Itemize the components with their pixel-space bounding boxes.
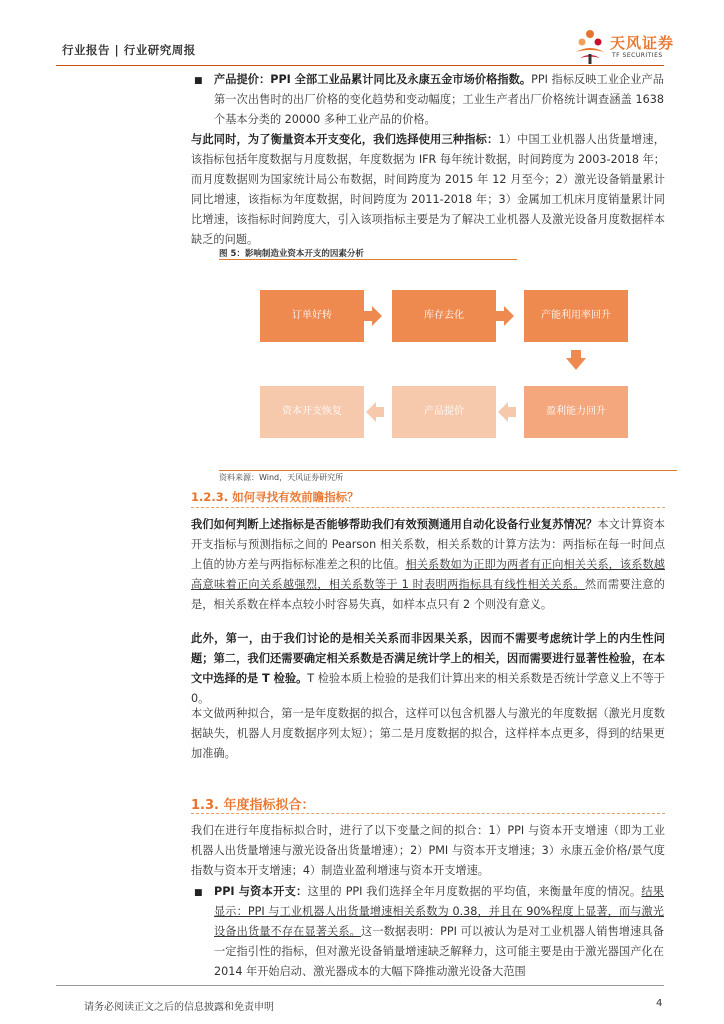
page-number: 4 [656,998,663,1009]
flow-box-capacity: 产能利用率回升 [524,290,628,342]
logo-chinese-name: 天风证券 [610,34,675,52]
footer-divider [56,985,664,986]
logo-english-name: TF SECURITIES [612,52,663,59]
capex-indicators-bold: 与此同时，为了衡量资本开支变化，我们选择使用三种指标： [191,133,499,146]
arrow-left-1-icon [498,402,516,422]
fitting-paragraph: 本文做两种拟合，第一是年度数据的拟合，这样可以包含机器人与激光的年度数据（激光月度数据缺失，机器人月度数据序列太短）；第二是月度数据的拟合，这样样本点更多，得到的结果更加准确。 [191,707,665,760]
ppi-capex-bullet [214,882,664,982]
arrow-right-1-icon [364,306,382,326]
t-test-paragraph [191,629,665,709]
arrow-right-2-icon [496,306,514,326]
pearson-positive-underline: 相关系数如为正即为两者有正向相关关系，该系数越高意味着正向关系越强烈，相关系数等于 1 时表明两指标具有线性相关关系。 [191,558,665,591]
pearson-caution-text: 然而需要注意的是，相关系数在样本点较小时容易失真，如样本点只有 2 个则没有意义。 [191,578,665,611]
flow-arrows [0,0,724,480]
ppi-capex-bold: PPI 与资本开支： [214,885,308,898]
figure-title: 图 5：影响制造业资本开支的因素分析 [219,249,364,259]
annual-fit-paragraph: 我们在进行年度指标拟合时，进行了以下变量之间的拟合：1）PPI 与资本开支增速（即为工业机器人出货量增速与激光设备出货量增速）；2）PMI 与资本开支增速；3）永康五金价格/景气度指数与资本开支增速；4）制造业盈利增速与资本开支增速。 [191,824,665,877]
flow-box-capex: 资本开支恢复 [260,386,364,438]
t-test-text: T 检验本质上检验的是我们计算出来的相关系数是否统计学意义上不等于 0。 [191,672,665,705]
arrow-left-2-icon [366,402,384,422]
flow-box-price: 产品提价 [392,386,496,438]
ppi-bullet-text: PPI 指标反映工业企业产品第一次出售时的出厂价格的变化趋势和变动幅度；工业生产者出厂价格统计调查涵盖 1638 个基本分类的 20000 多种工业产品的价格。 [214,73,664,126]
pearson-paragraph [191,515,665,615]
ppi-bullet-bold: 产品提价：PPI 全部工业品累计同比及永康五金市场价格指数。 [214,73,532,86]
flow-box-profit: 盈利能力回升 [524,386,628,438]
section-1-2-3-heading: 1.2.3. 如何寻找有效前瞻指标？ [191,490,359,504]
figure-source: 资料来源：Wind，天风证券研究所 [219,473,344,482]
figure-bottom-rule [219,470,677,471]
flow-box-inventory: 库存去化 [392,290,496,342]
section-1-3-heading: 1.3. 年度指标拟合： [191,798,315,813]
ppi-capex-tail: 这一数据表明：PPI 可以被认为是对工业机器人销售增速具备一定指引性的指标，但对激光设备销量增速缺乏解释力，这可能主要是由于激光器国产化在 2014 年开始启动、激光器成本的大幅下降推动激光设备大范围 [214,925,664,978]
bullet-icon: ■ [194,888,203,898]
header-breadcrumb: 行业报告 | 行业研究周报 [62,43,196,57]
section-1-2-3-rule [191,507,665,508]
footer-disclaimer: 请务必阅读正文之后的信息披露和免责申明 [84,1002,274,1013]
ppi-capex-text: 这里的 PPI 我们选择全年月度数据的平均值，来衡量年度的情况。 [307,885,642,898]
pearson-method-text: 本文计算资本开支指标与预测指标之间的 Pearson 相关系数，相关系数的计算方法为：两指标在每一时间点上值的协方差与两指标标准差之积的比值。 [191,518,665,571]
section-1-3-rule [191,813,665,814]
bullet-icon: ■ [194,76,203,86]
arrow-down-icon [566,350,586,370]
capex-indicators-text: 1）中国工业机器人出货量增速，该指标包括年度数据与月度数据，年度数据为 IFR 每年统计数据，时间跨度为 2003-2018 年；而月度数据则为国家统计局公布数据，时间跨度为 2015 年 12 月至今；2）激光设备销量累计同比增速，该指标为年度数据，时间跨度为 2011-2018 年；3）金属加工机床月度销量累计同比增速，该指标时间跨度大，引入该项指标主要是为了解决工业机器人及激光设备月度数据样本缺乏的问题。 [191,133,665,246]
flow-box-order: 订单好转 [260,290,364,342]
ppi-capex-result-underline: 结果显示：PPI 与工业机器人出货量增速相关系数为 0.38，并且在 90%程度上显著，而与激光设备出货量不存在显著关系。 [214,885,664,938]
t-test-bold: 此外，第一，由于我们讨论的是相关关系而非因果关系，因而不需要考虑统计学上的内生性问题；第二，我们还需要确定相关系数是否满足统计学上的相关，因而需要进行显著性检验，在本文中选择的是 T 检验。 [191,632,665,685]
pearson-question-bold: 我们如何判断上述指标是否能够帮助我们有效预测通用自动化设备行业复苏情况？ [191,518,598,531]
